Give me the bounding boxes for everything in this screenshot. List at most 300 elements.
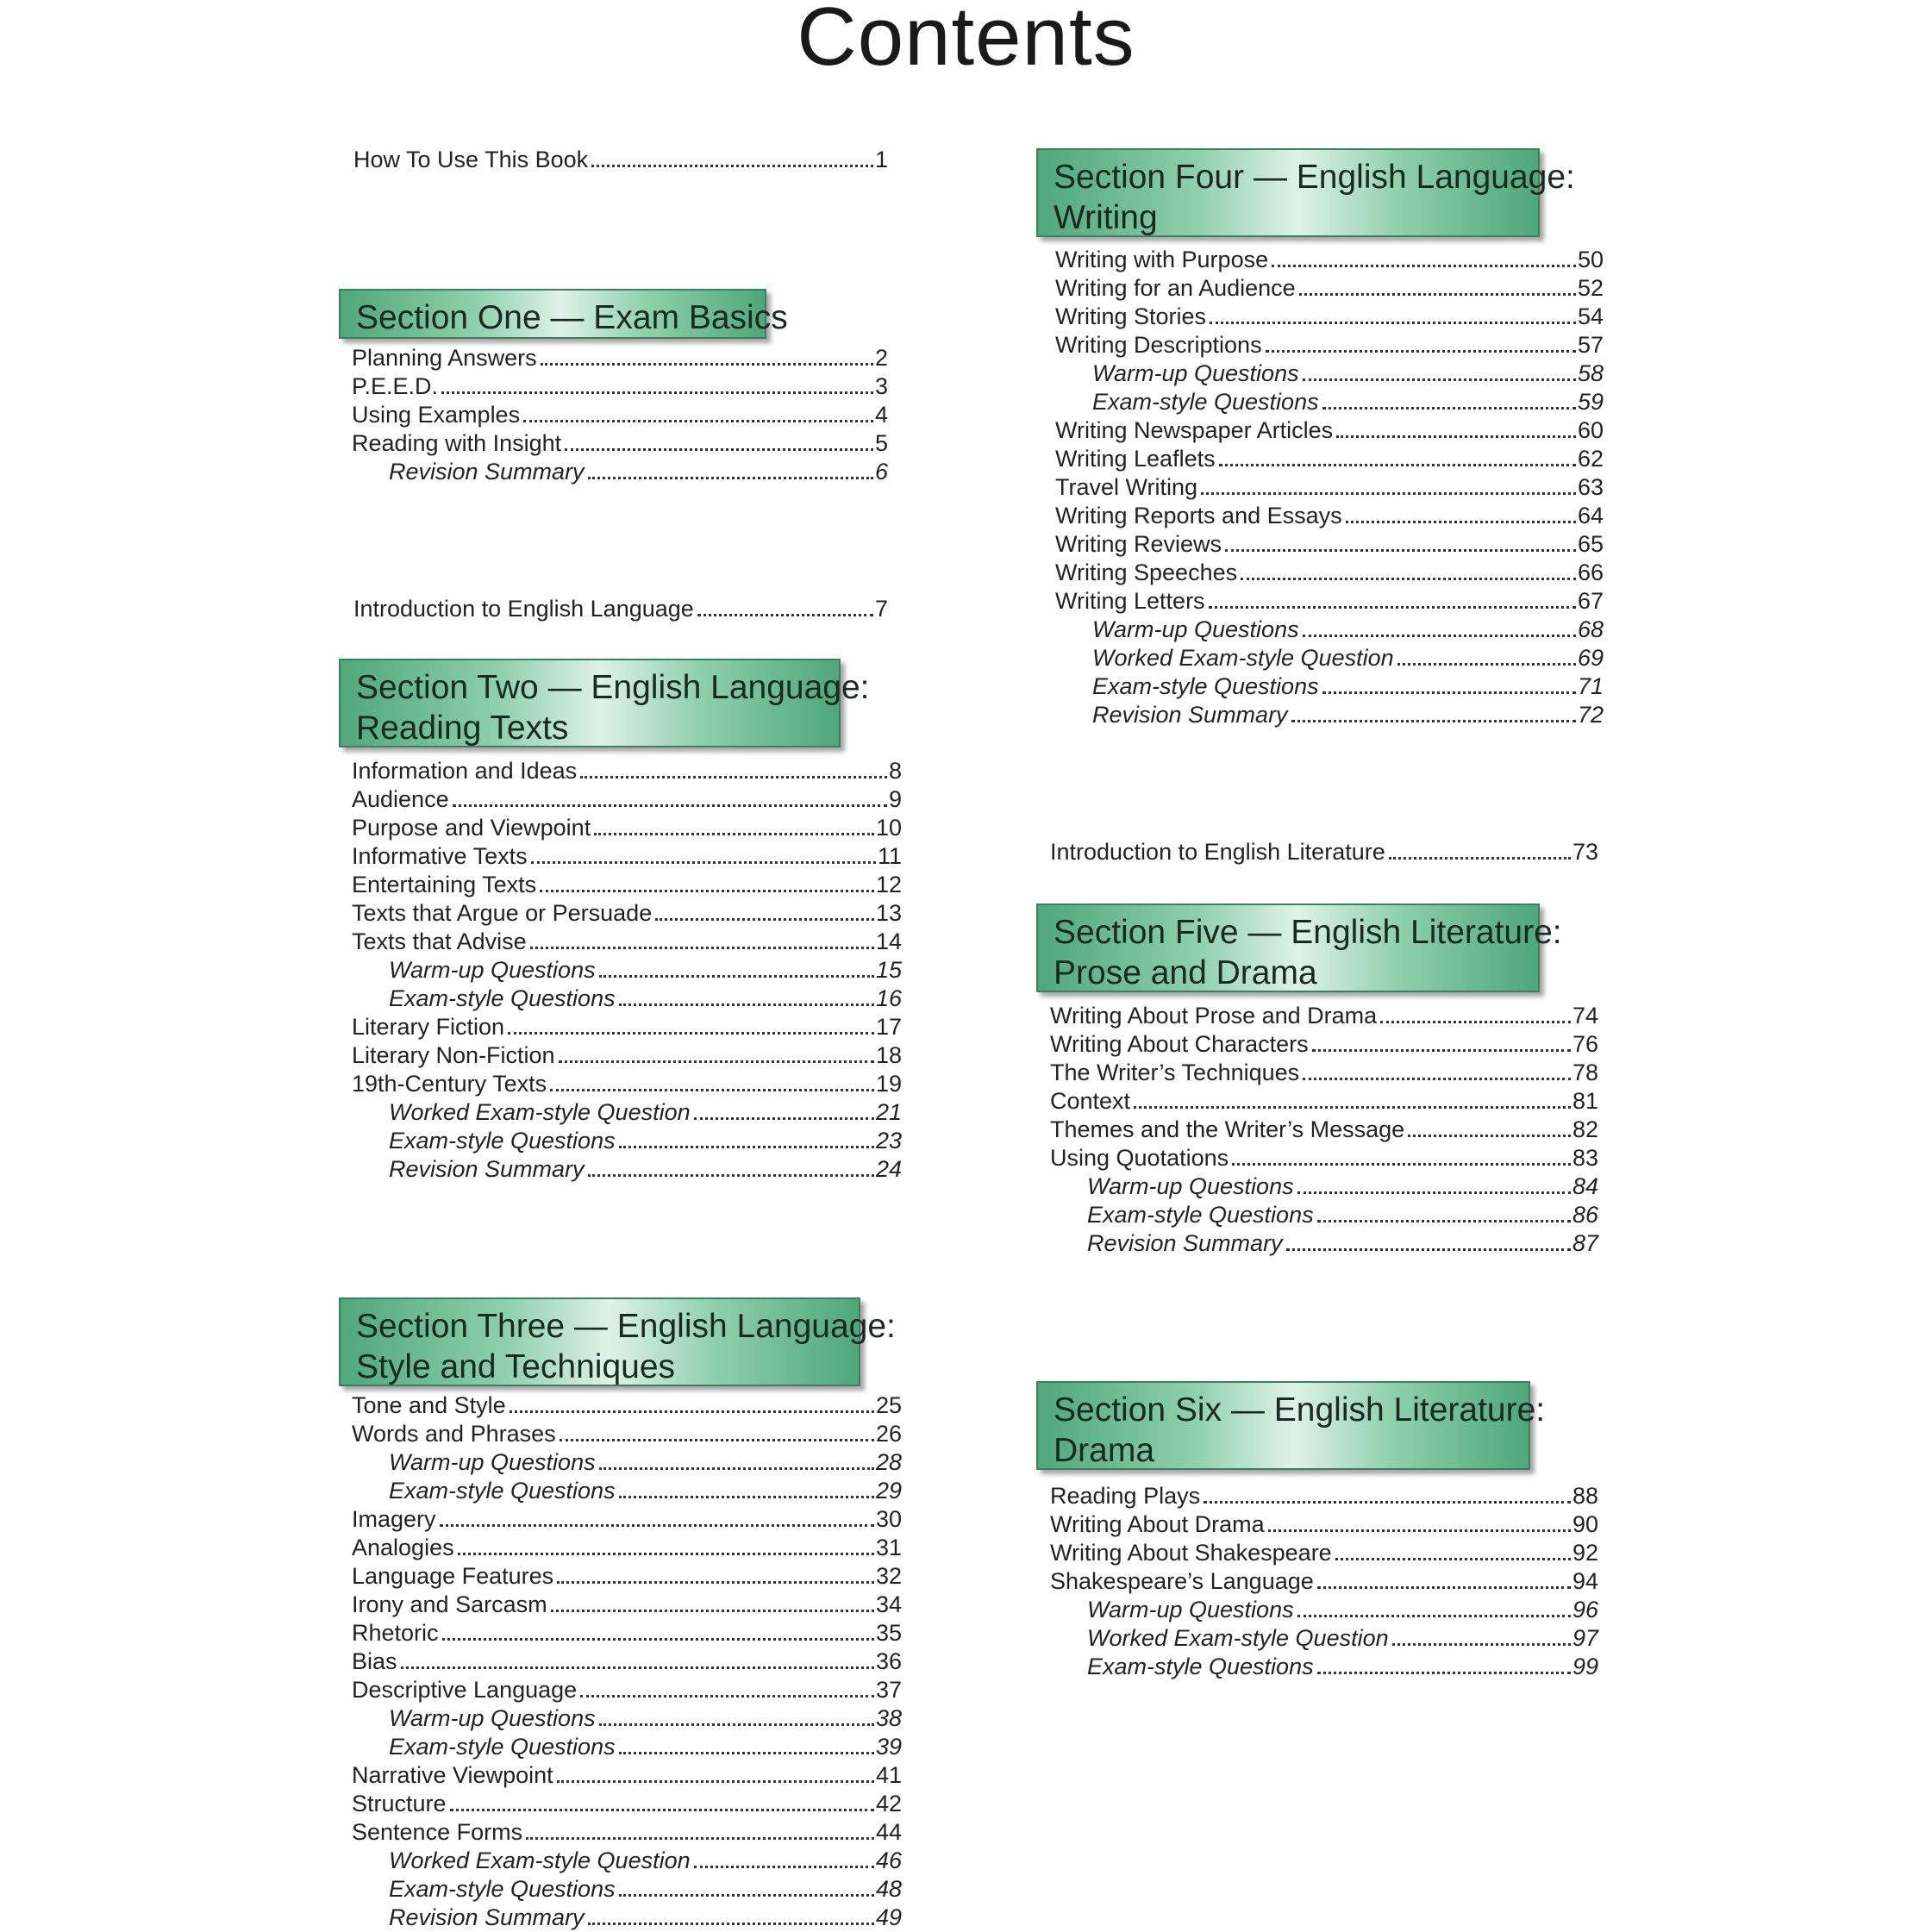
dot-leader [1272,265,1576,267]
section-header-three [339,1297,896,1386]
toc-entry-page-number: 13 [875,900,902,926]
toc-entry-page-number: 71 [1577,673,1604,699]
toc-entry [1050,1059,1598,1087]
dot-leader [401,1666,874,1669]
toc-list-section-six [1050,1482,1598,1681]
toc-entry-page-number: 46 [875,1848,902,1873]
toc-entry-page-number: 17 [875,1014,902,1040]
toc-list-section-two [352,757,902,1184]
toc-entry-title: Writing Leaflets [1055,446,1216,472]
dot-leader [1346,521,1576,523]
dot-leader [559,1060,874,1063]
dot-leader [1317,1672,1571,1674]
toc-entry [352,458,888,486]
toc-entry-page-number: 86 [1572,1202,1598,1228]
toc-entry [1055,559,1604,587]
toc-entry-page-number: 8 [888,758,902,784]
toc-entry-title: Worked Exam-style Question [389,1099,691,1125]
toc-entry [352,1420,902,1448]
toc-entry [352,814,902,842]
toc-entry-title: Tone and Style [352,1392,506,1418]
toc-entry [1050,1201,1598,1229]
toc-entry-title: Writing Letters [1055,588,1205,614]
dot-leader [1299,293,1576,296]
toc-entry [352,1505,902,1534]
dot-leader [619,1146,874,1148]
toc-entry [1050,1510,1598,1539]
toc-entry-title: Texts that Argue or Persuade [352,900,653,926]
toc-entry-title: Revision Summary [1087,1230,1283,1256]
dot-leader [599,1723,874,1726]
toc-entry [352,785,902,814]
dot-leader [540,890,874,892]
dot-leader [565,448,873,451]
dot-leader [580,776,887,778]
section-header-five [1036,903,1562,992]
toc-entry-page-number: 39 [875,1734,902,1760]
toc-entry [1055,616,1604,644]
toc-entry-page-number: 84 [1572,1173,1598,1199]
dot-leader [550,1089,874,1091]
dot-leader [523,420,873,422]
toc-entry [352,429,888,458]
dot-leader [619,1004,874,1006]
toc-entry [1050,1116,1598,1144]
toc-entry [352,928,902,956]
toc-entry [1055,416,1604,445]
toc-entry [353,595,888,623]
toc-entry-page-number: 26 [875,1421,902,1447]
toc-entry [352,372,888,401]
toc-entry [1050,1624,1598,1653]
toc-entry-title: Writing Reviews [1055,531,1222,557]
toc-entry-page-number: 14 [875,928,902,954]
toc-entry-title: Narrative Viewpoint [352,1762,553,1788]
dot-leader [508,1032,874,1035]
dot-leader [1297,1615,1571,1617]
toc-entry-title: Informative Texts [352,843,528,869]
toc-entry [1050,1030,1598,1059]
toc-entry [352,757,902,785]
toc-entry-title: Writing About Drama [1050,1511,1265,1537]
toc-entry-title: Audience [352,786,449,812]
dot-leader [1322,691,1576,694]
page-title: Contents [797,0,1135,83]
toc-entry-page-number: 97 [1572,1625,1598,1651]
dot-leader [441,391,873,394]
toc-entry-title: How To Use This Book [353,147,589,172]
dot-leader [588,1174,874,1177]
dot-leader [599,975,874,978]
dot-leader [1335,1558,1571,1560]
toc-entry-page-number: 24 [875,1156,902,1182]
toc-entry-page-number: 48 [875,1876,902,1902]
toc-entry-title: Writing Stories [1055,303,1207,329]
dot-leader [1201,492,1576,495]
toc-entry [1055,701,1604,729]
toc-entry [1055,587,1604,616]
toc-entry-title: Planning Answers [352,345,537,371]
toc-entry-page-number: 3 [874,373,888,399]
toc-entry-page-number: 69 [1577,645,1604,671]
toc-entry-page-number: 23 [875,1128,902,1154]
toc-entry [1055,331,1604,360]
dot-leader [1317,1586,1571,1589]
toc-entry-page-number: 25 [875,1392,902,1418]
dot-leader [588,1923,874,1925]
toc-entry-page-number: 28 [875,1449,902,1475]
toc-entry [1050,1087,1598,1116]
section-header-line: Style and Techniques [356,1348,676,1385]
section-header-two [339,659,870,747]
toc-entry-page-number: 7 [874,596,888,622]
dot-leader [1241,578,1576,580]
toc-entry-page-number: 41 [875,1762,902,1788]
toc-entry-title: Introduction to English Literature [1050,839,1385,865]
toc-entry-title: Exam-style Questions [389,1734,616,1760]
toc-entry [352,1875,902,1904]
dot-leader [1134,1106,1571,1109]
toc-entry-title: Writing Descriptions [1055,332,1262,358]
toc-entry [352,1098,902,1127]
toc-entry [352,1562,902,1591]
toc-entry-page-number: 57 [1577,332,1604,358]
toc-entry [1055,445,1604,473]
section-header-line: Section Five — English Literature: [1054,914,1562,951]
dot-leader [694,1117,874,1120]
dot-leader [1210,322,1576,324]
toc-entry [1050,838,1598,866]
toc-entry [352,1648,902,1676]
toc-entry-title: Travel Writing [1055,474,1198,500]
dot-leader [1225,549,1576,552]
dot-leader [530,947,874,949]
dot-leader [1266,350,1576,353]
toc-entry-title: Worked Exam-style Question [1092,645,1394,671]
toc-entry-page-number: 50 [1577,247,1604,272]
toc-entry-page-number: 31 [875,1535,902,1560]
toc-entry [1050,1172,1598,1201]
toc-entry [352,1477,902,1505]
toc-entry-page-number: 34 [875,1591,902,1617]
dot-leader [450,1809,874,1811]
toc-entry [352,956,902,985]
toc-entry [352,1761,902,1790]
section-header-one [339,289,788,339]
toc-entry-title: Exam-style Questions [389,1128,616,1154]
toc-entry [1055,303,1604,331]
toc-entry-title: Introduction to English Language [353,596,694,622]
toc-entry-title: Language Features [352,1563,554,1589]
dot-leader [619,1496,874,1498]
section-header-line: Prose and Drama [1054,954,1317,991]
toc-entry-title: Worked Exam-style Question [389,1848,691,1873]
dot-leader [619,1894,874,1897]
toc-entry-page-number: 6 [874,459,888,485]
toc-entry-page-number: 36 [875,1648,902,1674]
toc-entry-page-number: 5 [874,430,888,456]
dot-leader [599,1467,874,1470]
toc-entry [1055,246,1604,274]
dot-leader [594,833,874,835]
toc-entry-title: Purpose and Viewpoint [352,815,591,841]
toc-entry [352,1676,902,1704]
toc-entry [352,1013,902,1041]
dot-leader [1380,1021,1571,1023]
toc-entry-page-number: 54 [1577,303,1604,329]
toc-entry-page-number: 19 [875,1071,902,1097]
dot-leader [1209,606,1576,609]
toc-entry [1050,1144,1598,1172]
toc-entry-page-number: 18 [875,1042,902,1068]
toc-entry [352,1534,902,1562]
toc-entry-title: Structure [352,1791,447,1816]
toc-entry [352,401,888,429]
toc-entry-title: Warm-up Questions [1087,1597,1294,1623]
toc-entry-title: Exam-style Questions [389,985,616,1011]
toc-entry-title: Writing About Characters [1050,1031,1309,1057]
toc-entry-title: Using Quotations [1050,1145,1229,1171]
toc-entry [1055,274,1604,303]
toc-entry [352,1448,902,1477]
toc-entry [352,1818,902,1847]
toc-entry-title: Revision Summary [389,1904,585,1930]
toc-entry-title: Themes and the Writer’s Message [1050,1116,1405,1142]
dot-leader [531,861,876,864]
dot-leader [453,804,887,807]
toc-entry [352,1733,902,1761]
toc-entry [352,842,902,871]
dot-leader [1392,1643,1571,1646]
toc-entry-page-number: 37 [875,1677,902,1703]
toc-entry-title: Writing Speeches [1055,560,1238,585]
toc-entry-title: Writing with Purpose [1055,247,1269,272]
toc-list-intro-language [353,595,888,623]
toc-entry-page-number: 99 [1572,1654,1598,1679]
toc-entry [1050,1002,1598,1030]
toc-entry-title: Reading with Insight [352,430,562,456]
dot-leader [1286,1248,1571,1251]
toc-entry-page-number: 21 [875,1099,902,1125]
toc-entry-title: Warm-up Questions [389,957,596,983]
toc-entry [352,1790,902,1818]
toc-entry-page-number: 4 [874,402,888,428]
section-header-line: Section One — Exam Basics [356,299,788,336]
dot-leader [1232,1163,1571,1166]
dot-leader [1397,663,1576,666]
section-header-line: Reading Texts [356,710,569,747]
section-header-line: Section Three — English Language: [356,1308,896,1345]
toc-entry-title: Analogies [352,1535,454,1560]
toc-entry [1055,644,1604,672]
dot-leader [1303,635,1576,637]
toc-entry-page-number: 76 [1572,1031,1598,1057]
dot-leader [694,1866,874,1868]
toc-entry-page-number: 11 [877,843,902,869]
toc-entry-title: Exam-style Questions [389,1876,616,1902]
toc-entry [1050,1229,1598,1258]
section-header-six [1036,1381,1546,1470]
toc-entry [1050,1482,1598,1510]
dot-leader [591,165,873,167]
toc-entry-page-number: 35 [875,1620,902,1646]
toc-entry-page-number: 74 [1572,1003,1598,1029]
toc-list-intro-literature [1050,838,1598,866]
dot-leader [440,1524,874,1527]
toc-entry-title: Literary Fiction [352,1014,505,1040]
toc-entry [1050,1567,1598,1596]
toc-entry [1055,360,1604,388]
toc-entry [1050,1539,1598,1567]
toc-entry-page-number: 12 [875,872,902,897]
toc-entry-title: Revision Summary [389,1156,585,1182]
dot-leader [1219,464,1576,466]
toc-entry-page-number: 49 [875,1904,902,1930]
toc-entry [352,1070,902,1098]
toc-entry [1050,1653,1598,1681]
toc-entry-title: Exam-style Questions [1092,389,1319,415]
dot-leader [557,1780,874,1783]
toc-entry-page-number: 73 [1572,839,1598,865]
toc-entry-page-number: 81 [1572,1088,1598,1114]
section-header-four [1036,148,1575,237]
toc-entry [1055,672,1604,701]
dot-leader [510,1410,874,1413]
toc-entry-page-number: 65 [1577,531,1604,557]
toc-entry [352,1904,902,1932]
toc-entry-page-number: 52 [1577,275,1604,301]
toc-entry-title: Warm-up Questions [1092,360,1299,386]
toc-entry-title: Writing for an Audience [1055,275,1296,301]
toc-entry-page-number: 10 [875,815,902,841]
toc-entry [352,344,888,372]
toc-entry-title: Context [1050,1088,1131,1114]
toc-entry-title: Exam-style Questions [1087,1654,1314,1679]
dot-leader [655,918,874,921]
toc-entry-page-number: 1 [874,147,888,172]
dot-leader [580,1695,874,1698]
toc-entry-title: Exam-style Questions [1087,1202,1314,1228]
toc-entry-title: The Writer’s Techniques [1050,1060,1300,1085]
toc-entry-page-number: 67 [1577,588,1604,614]
toc-entry-title: Writing About Prose and Drama [1050,1003,1378,1029]
toc-entry-page-number: 82 [1572,1116,1598,1142]
toc-entry-title: Rhetoric [352,1620,439,1646]
dot-leader [1312,1049,1571,1052]
toc-entry-title: Information and Ideas [352,758,578,784]
dot-leader [1268,1529,1571,1532]
dot-leader [1389,857,1571,860]
toc-entry [352,1591,902,1619]
dot-leader [1303,1078,1571,1080]
toc-entry [352,985,902,1013]
toc-entry-title: Sentence Forms [352,1819,523,1845]
section-header-line: Section Two — English Language: [356,669,870,706]
toc-entry-title: 19th-Century Texts [352,1071,547,1097]
toc-entry-title: Warm-up Questions [1092,616,1299,642]
toc-entry-title: Worked Exam-style Question [1087,1625,1389,1651]
dot-leader [1408,1135,1571,1137]
toc-entry-title: Irony and Sarcasm [352,1591,547,1617]
toc-entry-title: Imagery [352,1506,436,1532]
dot-leader [1336,435,1576,438]
toc-entry-page-number: 60 [1577,417,1604,443]
toc-entry-title: Shakespeare’s Language [1050,1568,1314,1594]
toc-entry-title: Descriptive Language [352,1677,578,1703]
dot-leader [560,1439,874,1441]
toc-entry-title: P.E.E.D. [352,373,439,399]
dot-leader [1322,407,1576,410]
toc-entry [352,1704,902,1733]
toc-list-section-four [1055,246,1604,729]
toc-entry [1055,502,1604,530]
section-header-line: Writing [1054,199,1158,236]
toc-entry [352,1391,902,1420]
toc-entry-page-number: 29 [875,1478,902,1504]
dot-leader [1297,1191,1571,1194]
toc-entry-title: Entertaining Texts [352,872,537,897]
section-header-line: Section Six — English Literature: [1054,1391,1546,1429]
toc-entry-page-number: 83 [1572,1145,1598,1171]
dot-leader [697,614,873,616]
toc-entry [353,146,888,174]
toc-list-how-to-use [353,146,888,174]
toc-entry-page-number: 44 [875,1819,902,1845]
toc-entry-page-number: 30 [875,1506,902,1532]
toc-list-section-three [352,1391,902,1932]
dot-leader [458,1553,874,1555]
dot-leader [557,1581,874,1584]
toc-entry-page-number: 32 [875,1563,902,1589]
toc-entry-page-number: 92 [1572,1540,1598,1566]
toc-entry-page-number: 94 [1572,1568,1598,1594]
toc-entry-title: Writing Newspaper Articles [1055,417,1334,443]
toc-entry-title: Revision Summary [1092,702,1288,728]
toc-entry-title: Exam-style Questions [389,1478,616,1504]
toc-entry-page-number: 68 [1577,616,1604,642]
toc-entry [352,1127,902,1155]
toc-entry-page-number: 42 [875,1791,902,1816]
toc-entry-title: Warm-up Questions [389,1449,596,1475]
dot-leader [1303,378,1576,381]
toc-entry-page-number: 38 [875,1705,902,1731]
toc-entry-page-number: 64 [1577,503,1604,528]
toc-entry [352,899,902,928]
toc-list-section-one [352,344,888,486]
toc-entry-page-number: 96 [1572,1597,1598,1623]
toc-entry-title: Reading Plays [1050,1483,1201,1509]
toc-entry [352,1155,902,1184]
toc-entry-title: Using Examples [352,402,521,428]
dot-leader [619,1752,874,1754]
toc-entry-page-number: 15 [875,957,902,983]
toc-entry-page-number: 72 [1577,702,1604,728]
toc-entry-title: Warm-up Questions [1087,1173,1294,1199]
dot-leader [1291,720,1576,722]
toc-entry-title: Words and Phrases [352,1421,556,1447]
dot-leader [1204,1501,1571,1504]
toc-entry-title: Warm-up Questions [389,1705,596,1731]
toc-entry [352,1619,902,1648]
toc-entry-page-number: 90 [1572,1511,1598,1537]
toc-entry-page-number: 62 [1577,446,1604,472]
toc-entry-page-number: 88 [1572,1483,1598,1509]
toc-entry-title: Bias [352,1648,397,1674]
toc-list-section-five [1050,1002,1598,1258]
toc-entry [1050,1596,1598,1624]
toc-entry-page-number: 9 [888,786,902,812]
dot-leader [1317,1220,1571,1222]
